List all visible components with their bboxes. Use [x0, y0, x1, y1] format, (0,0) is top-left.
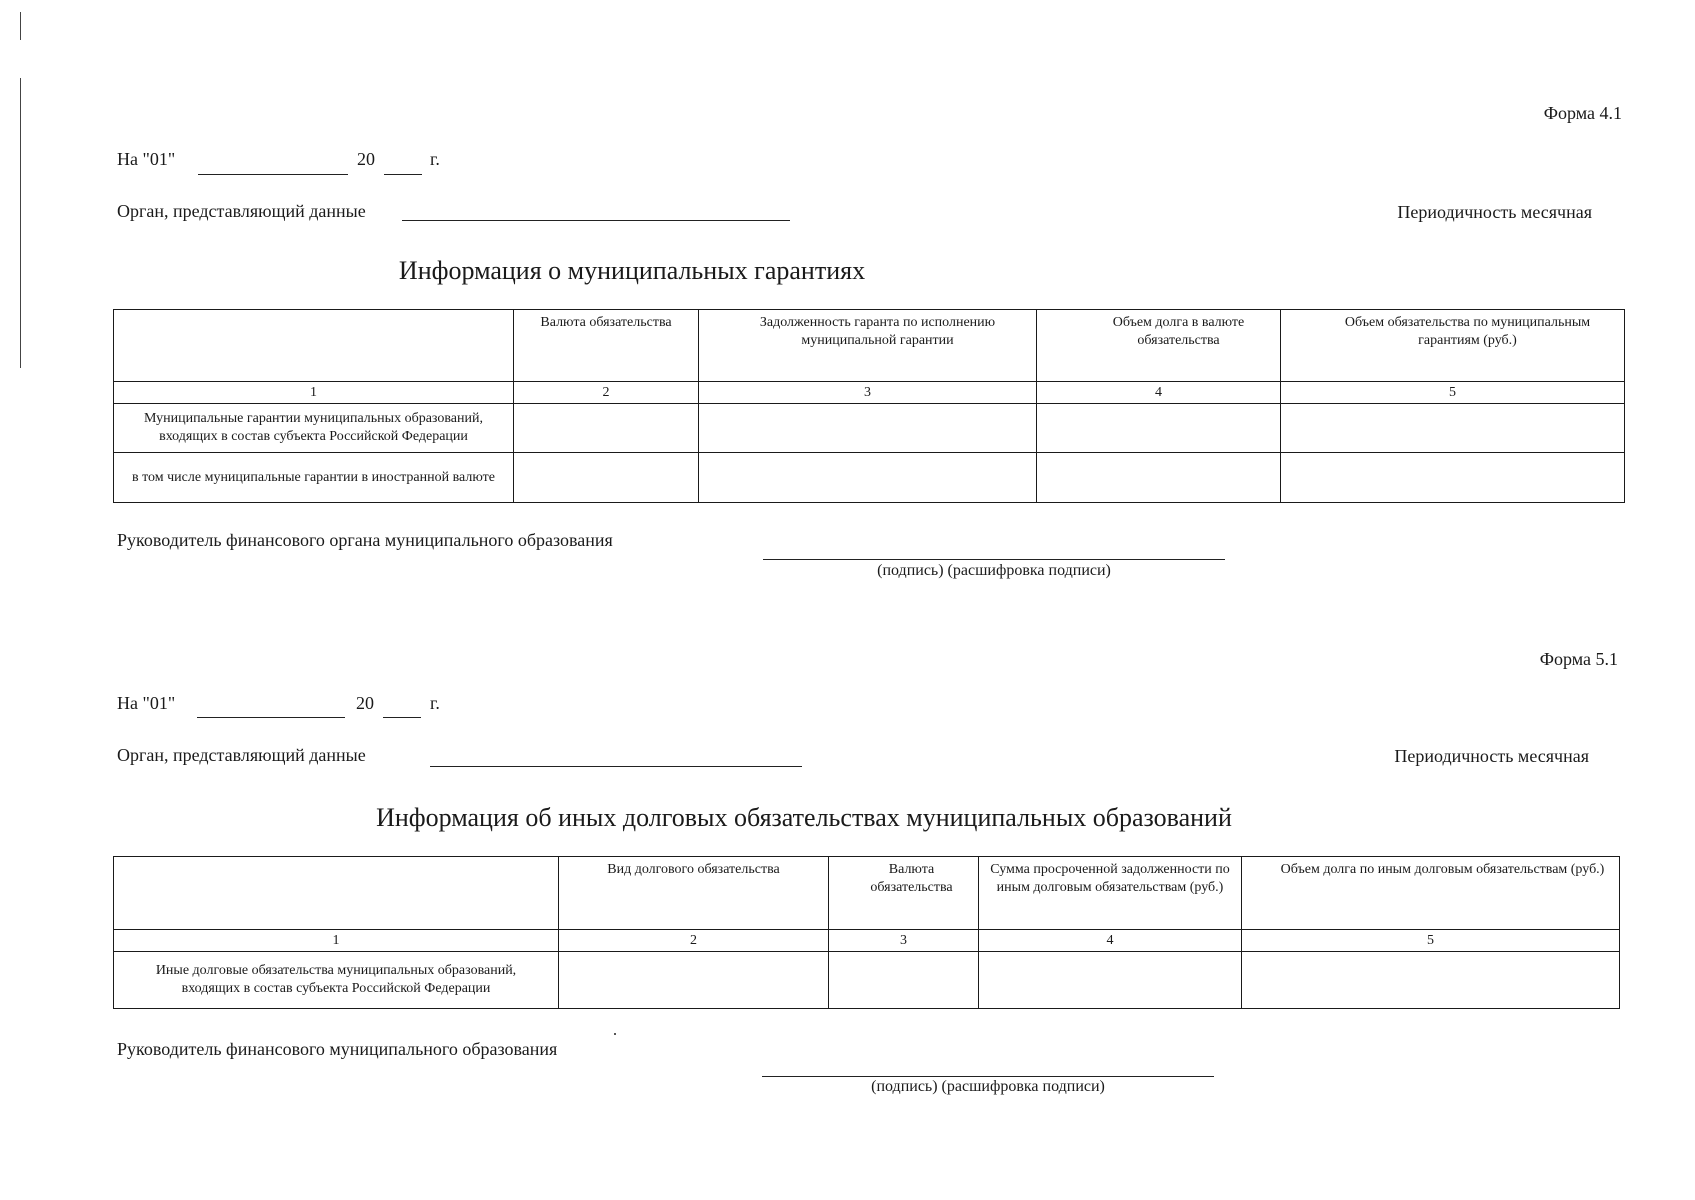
column-number: 3 — [829, 930, 979, 952]
table-header-row — [114, 857, 1620, 930]
year-prefix: 20 — [356, 693, 374, 713]
table-cell[interactable] — [699, 453, 1037, 503]
column-number: 2 — [559, 930, 829, 952]
other-debts-table — [113, 856, 1620, 1009]
year-suffix: г. — [430, 693, 440, 713]
form-number-label: Форма 4.1 — [1543, 103, 1622, 123]
periodicity-label: Периодичность месячная — [1397, 202, 1592, 222]
table-cell[interactable] — [514, 453, 699, 503]
table-cell[interactable] — [699, 404, 1037, 453]
head-label: Руководитель финансового органа муниципального образования — [117, 530, 613, 550]
row-label: Муниципальные гарантии муниципальных образований, входящих в состав субъекта Российской Федерации — [114, 404, 514, 453]
header-cell: Объем обязательства по муниципальным гарантиям (руб.) — [1281, 310, 1625, 382]
table-cell[interactable] — [1037, 404, 1281, 453]
margin-mark — [20, 12, 21, 40]
form-title: Информация о муниципальных гарантиях — [398, 256, 866, 285]
column-number: 4 — [1037, 382, 1281, 404]
header-cell — [114, 857, 559, 930]
date-year-field[interactable] — [383, 717, 421, 718]
header-cell: Валюта обязательства — [514, 310, 699, 382]
organ-field[interactable] — [430, 766, 802, 767]
header-cell: Валюта обязательства — [829, 857, 979, 930]
table-cell[interactable] — [514, 404, 699, 453]
table-row — [114, 453, 1625, 503]
organ-label: Орган, представляющий данные — [117, 745, 366, 765]
column-number-row — [114, 382, 1625, 404]
scan-speck — [614, 1033, 616, 1035]
table-cell[interactable] — [1037, 453, 1281, 503]
head-label: Руководитель финансового муниципального образования — [117, 1039, 558, 1059]
guarantees-table — [113, 309, 1625, 503]
form-number-label: Форма 5.1 — [1539, 649, 1618, 669]
column-number: 4 — [979, 930, 1242, 952]
organ-label: Орган, представляющий данные — [117, 201, 366, 221]
year-suffix: г. — [430, 149, 440, 169]
table-cell[interactable] — [559, 952, 829, 1009]
table-cell[interactable] — [1281, 453, 1625, 503]
table-cell[interactable] — [979, 952, 1242, 1009]
signature-field[interactable] — [763, 559, 1225, 560]
signature-field[interactable] — [762, 1076, 1214, 1077]
table-row — [114, 404, 1625, 453]
column-number: 3 — [699, 382, 1037, 404]
column-number-row — [114, 930, 1620, 952]
periodicity-label: Периодичность месячная — [1394, 746, 1589, 766]
date-prefix: На "01" — [117, 693, 176, 713]
row-label: Иные долговые обязательства муниципальных образований, входящих в состав субъекта Российской Федерации — [114, 952, 559, 1009]
table-cell[interactable] — [1281, 404, 1625, 453]
date-month-field[interactable] — [197, 717, 345, 718]
signature-caption: (подпись) (расшифровка подписи) — [871, 1078, 1105, 1095]
column-number: 1 — [114, 930, 559, 952]
year-prefix: 20 — [357, 149, 375, 169]
column-number: 2 — [514, 382, 699, 404]
table-row — [114, 952, 1620, 1009]
header-cell: Сумма просроченной задолженности по иным долговым обязательствам (руб.) — [979, 857, 1242, 930]
row-label: в том числе муниципальные гарантии в иностранной валюте — [114, 453, 514, 503]
form-title: Информация об иных долговых обязательствах муниципальных образований — [376, 803, 1232, 832]
margin-mark — [20, 78, 21, 368]
column-number: 5 — [1281, 382, 1625, 404]
table-cell[interactable] — [1242, 952, 1620, 1009]
header-cell: Объем долга по иным долговым обязательствам (руб.) — [1242, 857, 1620, 930]
header-cell — [114, 310, 514, 382]
header-cell: Вид долгового обязательства — [559, 857, 829, 930]
header-cell: Объем долга в валюте обязательства — [1037, 310, 1281, 382]
column-number: 5 — [1242, 930, 1620, 952]
column-number: 1 — [114, 382, 514, 404]
date-month-field[interactable] — [198, 174, 348, 175]
header-cell: Задолженность гаранта по исполнению муниципальной гарантии — [699, 310, 1037, 382]
signature-caption: (подпись) (расшифровка подписи) — [877, 562, 1111, 579]
organ-field[interactable] — [402, 220, 790, 221]
date-year-field[interactable] — [384, 174, 422, 175]
date-prefix: На "01" — [117, 149, 176, 169]
table-header-row — [114, 310, 1625, 382]
table-cell[interactable] — [829, 952, 979, 1009]
